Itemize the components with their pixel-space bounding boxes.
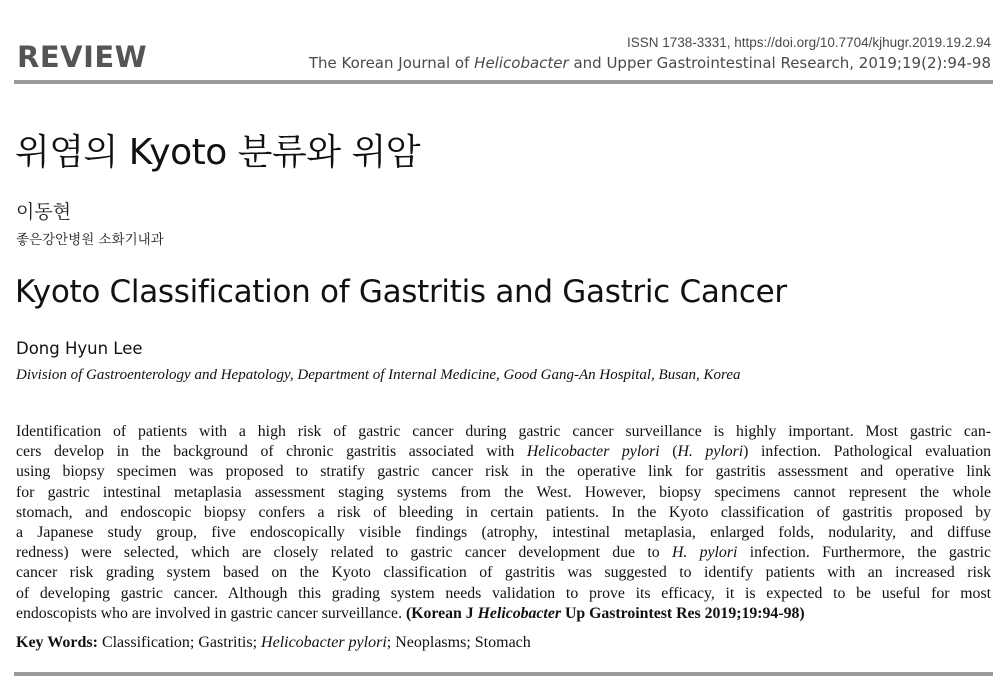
- journal-italic: Helicobacter: [474, 54, 569, 72]
- key-words-text: Classification; Gastritis;: [101, 634, 258, 651]
- journal-citation: [309, 54, 991, 72]
- abstract-italic: H. pylori: [671, 544, 738, 562]
- section-label: REVIEW: [17, 40, 148, 74]
- top-rule: [14, 80, 993, 84]
- abstract-line: [16, 442, 991, 462]
- abstract-text: redness) were selected, which are closely related to gastric cancer development due to: [16, 544, 660, 562]
- abstract-line: using biopsy specimen was proposed to stratify gastric cancer risk in the operative link for gastritis assessment and operative link: [16, 463, 991, 481]
- abstract-line: for gastric intestinal metaplasia assessment staging systems from the West. However, biopsy specimens cannot represent the whole: [16, 483, 991, 501]
- abstract-line: of developing gastric cancer. Although this grading system needs validation to prove its efficacy, it is expected to be useful for most: [16, 584, 991, 602]
- journal-prefix: The Korean Journal of: [308, 54, 470, 72]
- citation-text: (Korean J: [405, 604, 474, 622]
- bottom-rule: [14, 672, 993, 676]
- abstract-text: (: [672, 443, 678, 461]
- abstract-text: ) infection. Pathological evaluation: [743, 443, 992, 461]
- journal-suffix: and Upper Gastrointestinal Research, 2019;19(2):94-98: [573, 54, 991, 72]
- issn-doi[interactable]: ISSN 1738-3331, https://doi.org/10.7704/kjhugr.2019.19.2.94: [626, 35, 991, 50]
- abstract: [16, 422, 991, 624]
- abstract-text: endoscopists who are involved in gastric cancer surveillance.: [16, 604, 403, 622]
- abstract-line: a Japanese study group, five endoscopically visible findings (atrophy, intestinal metaplasia, enlarged folds, nodularity, and diffuse: [16, 524, 991, 542]
- key-words-italic: Helicobacter pylori: [261, 634, 387, 651]
- korean-affiliation: 좋은강안병원 소화기내과: [16, 232, 164, 248]
- korean-title: 위염의 Kyoto 분류와 위암: [15, 132, 420, 173]
- abstract-text: infection. Furthermore, the gastric: [749, 544, 992, 562]
- abstract-line: [16, 543, 991, 563]
- citation-text: Up Gastrointest Res 2019;19:94-98): [564, 604, 805, 622]
- citation-italic: Helicobacter: [477, 604, 561, 622]
- abstract-text: cers develop in the background of chronic gastritis associated with: [16, 443, 515, 461]
- key-words: [16, 634, 531, 652]
- abstract-italic: Helicobacter pylori: [526, 443, 660, 461]
- key-words-label: Key Words:: [16, 634, 98, 651]
- abstract-line: Identification of patients with a high risk of gastric cancer during gastric cancer surveillance is highly important. Most gastric can-: [16, 423, 991, 440]
- english-title: Kyoto Classification of Gastritis and Gastric Cancer: [15, 274, 787, 310]
- abstract-citation: [406, 605, 805, 622]
- abstract-italic: H. pylori: [677, 443, 744, 461]
- key-words-text: ; Neoplasms; Stomach: [386, 634, 531, 651]
- abstract-line: [16, 604, 991, 624]
- english-author: Dong Hyun Lee: [16, 339, 143, 358]
- korean-author: 이동현: [16, 201, 72, 223]
- english-affiliation: Division of Gastroenterology and Hepatology, Department of Internal Medicine, Good Gang-An Hospital, Busan, Korea: [16, 367, 741, 383]
- abstract-line: stomach, and endoscopic biopsy confers a risk of bleeding in certain patients. In the Kyoto classification of gastritis proposed by: [16, 503, 991, 521]
- abstract-line: cancer risk grading system based on the Kyoto classification of gastritis was suggested to identify patients with an increased risk: [16, 564, 991, 582]
